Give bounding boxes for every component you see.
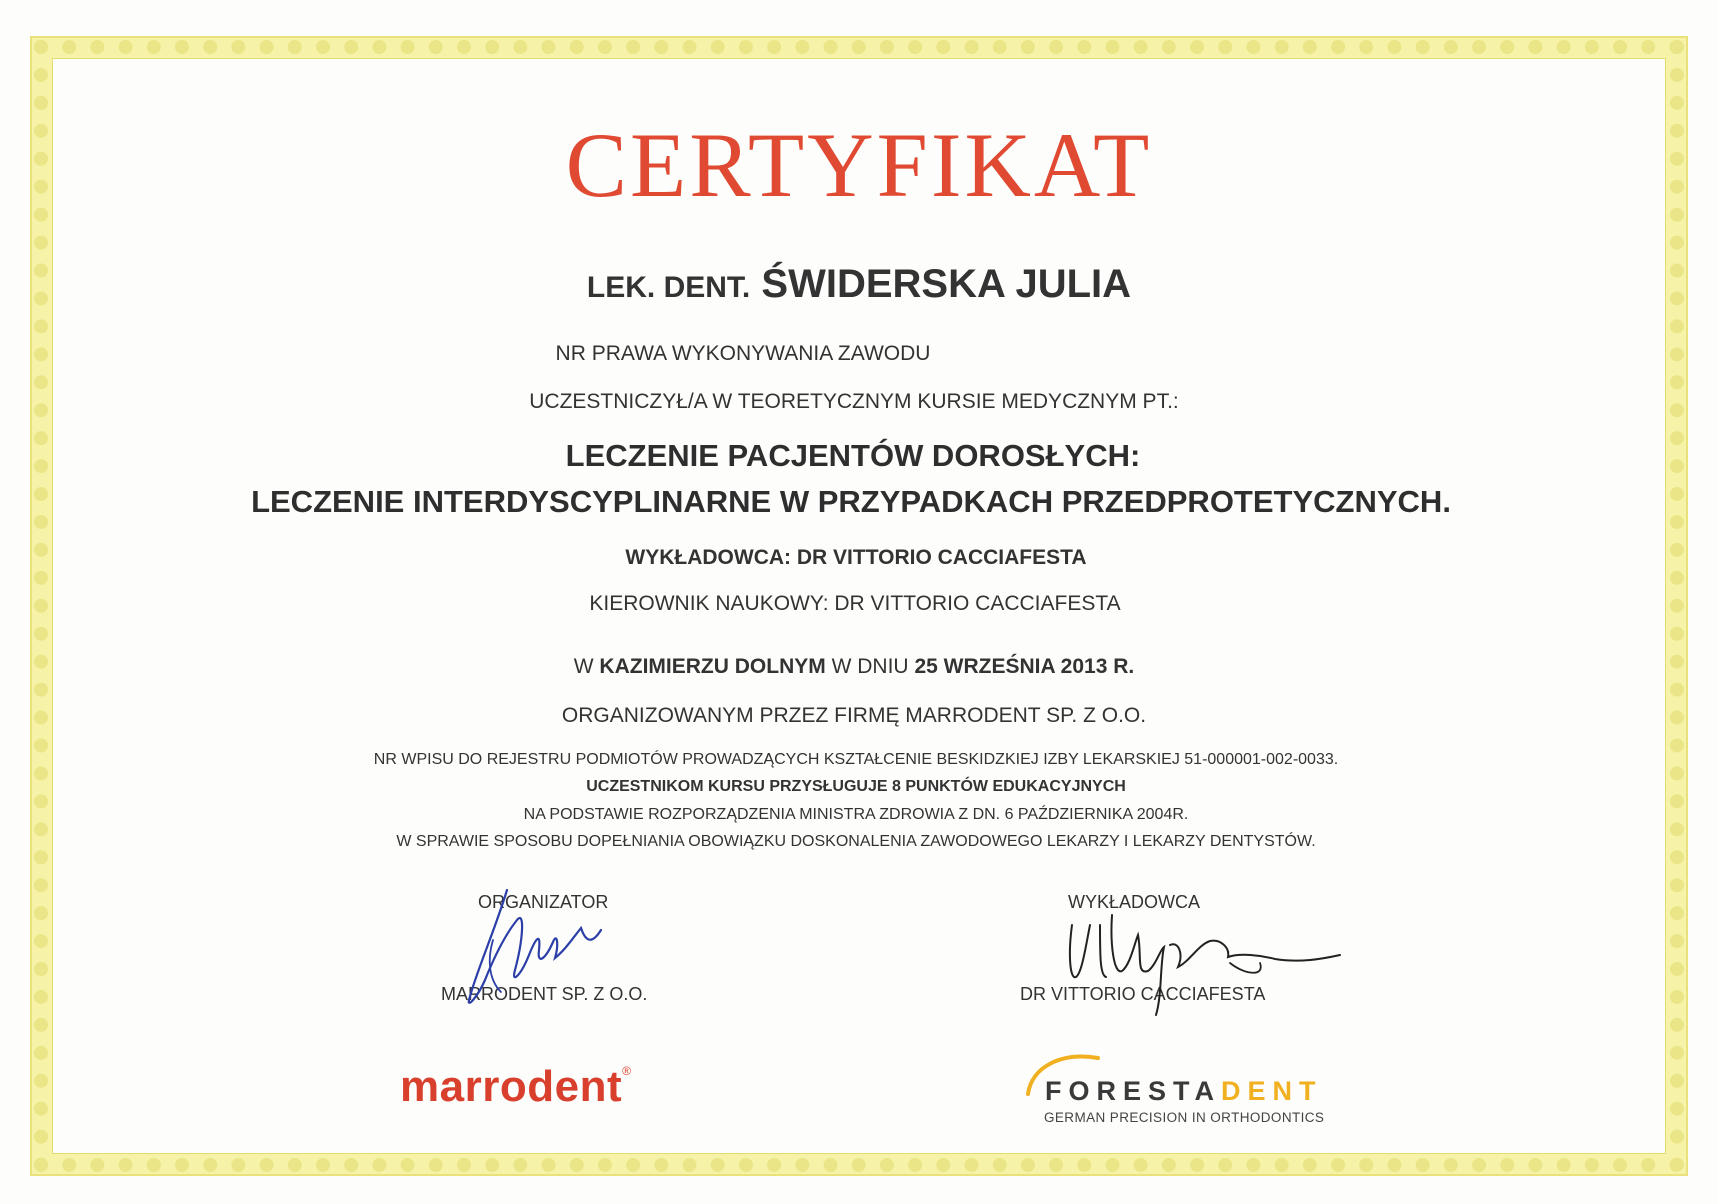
organizer-text: ORGANIZOWANYM PRZEZ FIRMĘ MARRODENT SP. Z O.O. <box>561 704 1147 727</box>
signature-left-name: MARRODENT SP. Z O.O. <box>441 984 648 1004</box>
certificate-title: CERTYFIKAT <box>565 114 1153 216</box>
signature-right-name: DR VITTORIO CACCIAFESTA <box>1020 984 1266 1004</box>
recipient-name: ŚWIDERSKA JULIA <box>761 262 1132 306</box>
event-date: 25 WRZEŚNIA 2013 R. <box>914 655 1135 678</box>
forestadent-tagline: GERMAN PRECISION IN ORTHODONTICS <box>1044 1110 1325 1125</box>
forestadent-logo <box>1022 1048 1342 1128</box>
course-title-line-2: LECZENIE INTERDYSCYPLINARNE W PRZYPADKACH PRZEDPROTETYCZNYCH. <box>251 484 1451 519</box>
place-prefix: W <box>573 655 594 678</box>
participation-text: UCZESTNICZYŁ/A W TEORETYCZNYM KURSIE MEDYCZNYM PT.: <box>529 390 1179 413</box>
legal-matter-text: W SPRAWIE SPOSOBU DOPEŁNIANIA OBOWIĄZKU DOSKONALENIA ZAWODOWEGO LEKARZY I LEKARZY DENTYSTÓW. <box>396 833 1316 850</box>
registry-text: NR WPISU DO REJESTRU PODMIOTÓW PROWADZĄCYCH KSZTAŁCENIE BESKIDZKIEJ IZBY LEKARSKIEJ 51-000001-002-0033. <box>373 751 1339 768</box>
recipient-name-line <box>0 262 1718 307</box>
lecturer-text: WYKŁADOWCA: DR VITTORIO CACCIAFESTA <box>625 546 1087 569</box>
signature-left-role: ORGANIZATOR <box>478 892 609 912</box>
legal-basis-text: NA PODSTAWIE ROZPORZĄDZENIA MINISTRA ZDROWIA Z DN. 6 PAŹDZIERNIKA 2004R. <box>523 806 1189 823</box>
signature-right-role: WYKŁADOWCA <box>1068 892 1201 912</box>
place-name: KAZIMIERZU DOLNYM <box>599 655 826 678</box>
date-prefix: W DNIU <box>831 655 909 678</box>
license-label: NR PRAWA WYKONYWANIA ZAWODU <box>555 342 931 365</box>
scientific-head-text: KIEROWNIK NAUKOWY: DR VITTORIO CACCIAFESTA <box>589 592 1121 615</box>
points-text: UCZESTNIKOM KURSU PRZYSŁUGUJE 8 PUNKTÓW EDUKACYJNYCH <box>586 778 1126 795</box>
signature-left <box>455 880 615 1015</box>
recipient-prefix: LEK. DENT. <box>586 271 751 304</box>
course-title-line-1: LECZENIE PACJENTÓW DOROSŁYCH: <box>565 438 1141 473</box>
signature-right <box>1060 905 1350 1025</box>
place-date-line <box>0 655 1713 679</box>
forestadent-wordmark: FORESTADENT <box>1045 1076 1323 1106</box>
marrodent-logo: marrodent® <box>400 1062 632 1111</box>
